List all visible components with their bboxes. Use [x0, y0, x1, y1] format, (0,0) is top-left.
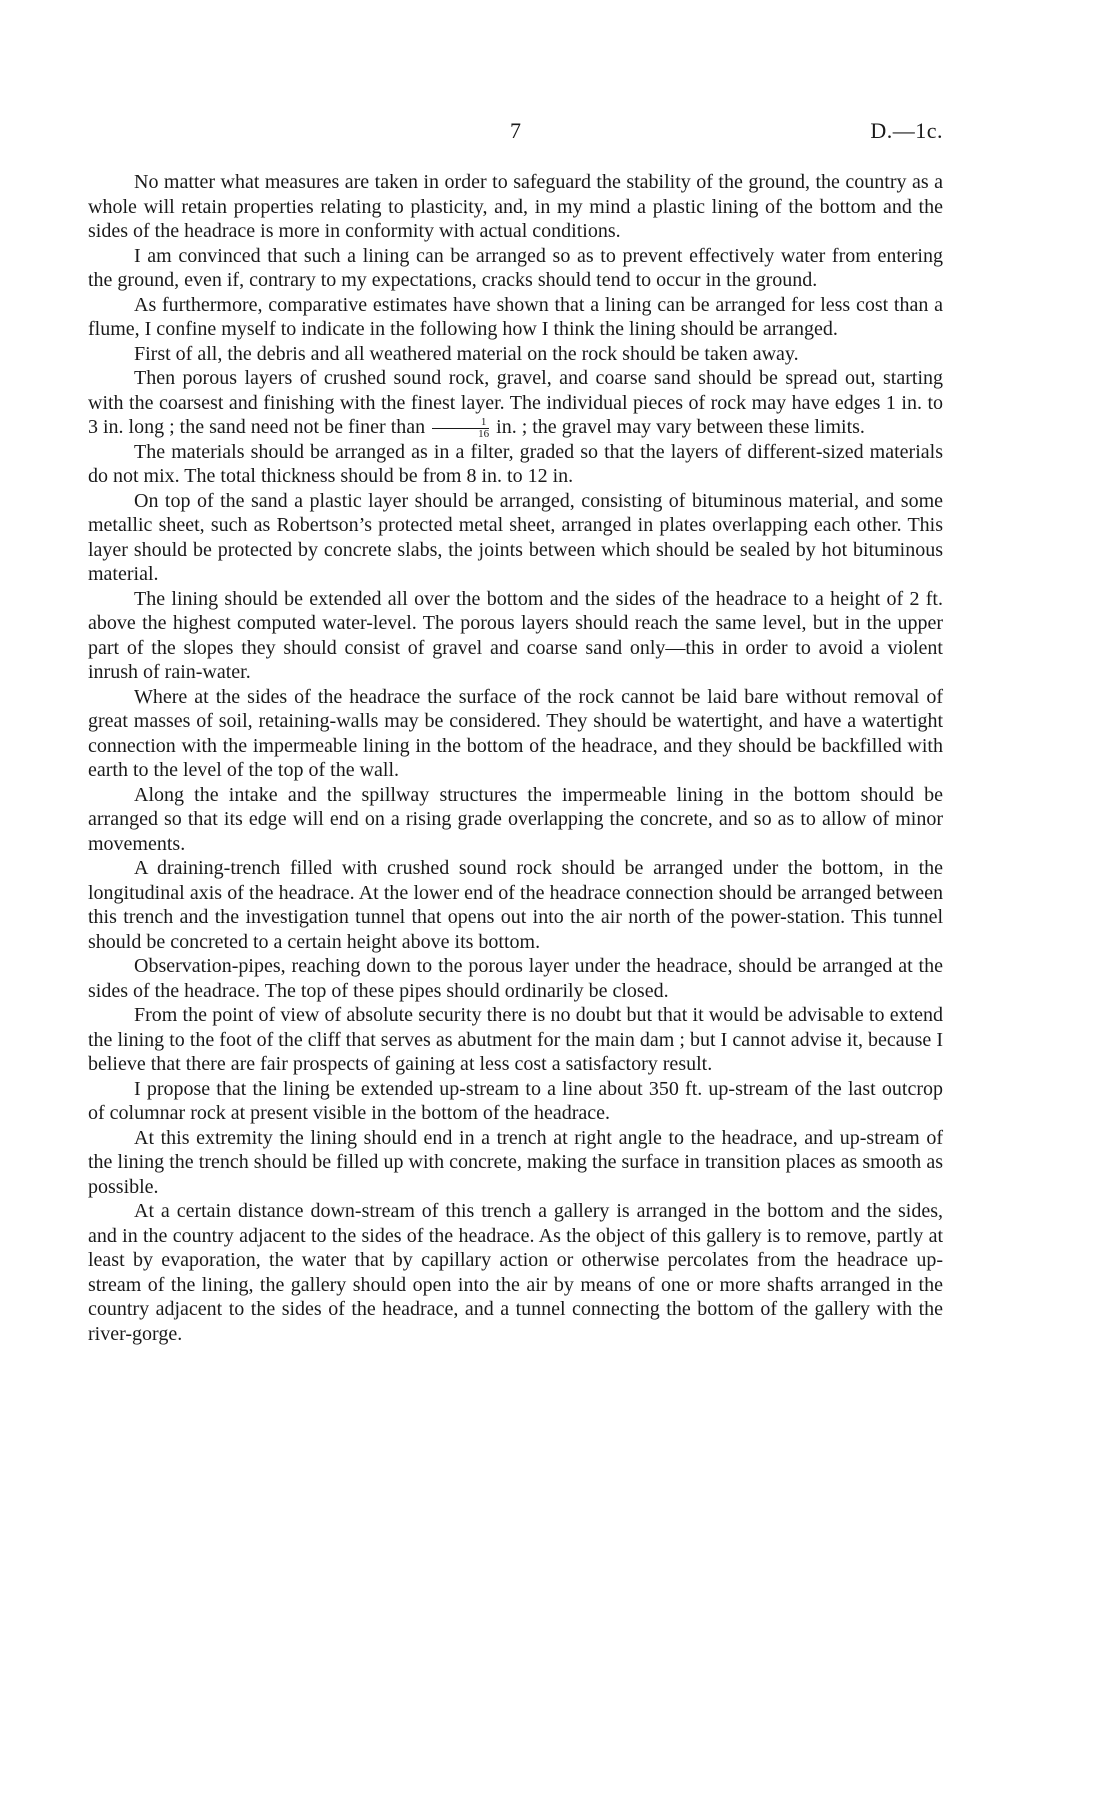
fraction-one-sixteenth — [432, 417, 489, 440]
paragraph-prevent-water: I am convinced that such a lining can be arranged so as to prevent effectively water from entering the ground, even if, contrary to my expectations, cracks should tend to occur in the ground. — [88, 244, 943, 291]
paragraph-observation-pipes: Observation-pipes, reaching down to the porous layer under the headrace, should be arranged at the sides of the headrace. The top of these pipes should ordinarily be closed. — [88, 955, 943, 1002]
paragraph-intake-spillway: Along the intake and the spillway structures the impermeable lining in the bottom should be arranged so that its edge will end on a rising grade overlapping the concrete, and so as to allow of minor movements. — [88, 783, 943, 855]
paragraph-extend-upstream: I propose that the lining be extended up-stream to a line about 350 ft. up-stream of the last outcrop of columnar rock at present visible in the bottom of the headrace. — [88, 1077, 943, 1125]
paragraph-remove-debris: First of all, the debris and all weathered material on the rock should be taken away. — [134, 342, 799, 365]
fraction-numerator: 1 — [432, 417, 489, 429]
paragraph-lining-extent: The lining should be extended all over the bottom and the sides of the headrace to a height of 2 ft. above the highest computed water-level. The porous layers should reach the same level, but in the upper part of the slopes they should consist of gravel and coarse sand only—this in order to avoid a violent inrush of rain-water. — [88, 587, 943, 684]
paragraph-cost-estimates: As furthermore, comparative estimates have shown that a lining can be arranged for less cost than a flume, I confine myself to indicate in the following how I think the lining should be arranged. — [88, 293, 943, 340]
paragraph-absolute-security: From the point of view of absolute security there is no doubt but that it would be advisable to extend the lining to the foot of the cliff that serves as abutment for the main dam ; but I cannot advise it, because I believe that there are fair prospects of gaining at less cost a satisfactory result. — [88, 1004, 943, 1076]
paragraph-bituminous-layer: On top of the sand a plastic layer should be arranged, consisting of bituminous material, and some metallic sheet, such as Robertson’s protected metal sheet, arranged in plates overlapping each other. This layer should be protected by concrete slabs, the joints between which should be sealed by hot bituminous material. — [88, 489, 943, 586]
page-header — [88, 118, 943, 148]
paragraph-filter-grading: The materials should be arranged as in a filter, graded so that the layers of different-sized materials do not mix. The total thickness should be from 8 in. to 12 in. — [88, 440, 943, 488]
page-number: 7 — [510, 118, 521, 143]
body-text — [88, 170, 943, 1346]
paragraph-trench-extremity: At this extremity the lining should end in a trench at right angle to the headrace, and up-stream of the lining the trench should be filled up with concrete, making the surface in transition places as smooth as possible. — [88, 1126, 943, 1198]
porous-layers-text-end: in. ; the gravel may vary between these limits. — [496, 416, 865, 438]
fraction-denominator: 16 — [478, 427, 490, 440]
paragraph-retaining-walls: Where at the sides of the headrace the surface of the rock cannot be laid bare without removal of great masses of soil, retaining-walls may be considered. They should be watertight, and have a watertight connection with the impermeable lining in the bottom of the headrace, and they should be backfilled with earth to the level of the top of the wall. — [88, 685, 943, 782]
paragraph-plastic-lining: No matter what measures are taken in order to safeguard the stability of the ground, the country as a whole will retain properties relating to plasticity, and, in my mind a plastic lining of the bottom and the sides of the headrace is more in conformity with actual conditions. — [88, 171, 943, 242]
paragraph-porous-layers — [88, 366, 943, 440]
porous-layers-text: Then porous layers of crushed sound rock, gravel, and coarse sand should be spread out, starting with the coarsest and finishing with the finest layer. The individual pieces of rock may have edges 1 in. to 3 in. long ; the sand need not be finer than — [88, 367, 943, 438]
paragraph-gallery: At a certain distance down-stream of this trench a gallery is arranged in the bottom and the sides, and in the country adjacent to the sides of the headrace. As the object of this gallery is to remove, partly at least by evaporation, the water that by capillary action or otherwise percolates from the headrace up-stream of the lining, the gallery should open into the air by means of one or more shafts arranged in the country adjacent to the sides of the headrace, and a tunnel connecting the bottom of the gallery with the river-gorge. — [88, 1200, 943, 1345]
paragraph-draining-trench: A draining-trench filled with crushed sound rock should be arranged under the bottom, in the longitudinal axis of the headrace. At the lower end of the headrace connection should be arranged between this trench and the investigation tunnel that opens out into the air north of the power-station. This tunnel should be concreted to a certain height above its bottom. — [88, 857, 943, 953]
document-reference: D.—1c. — [870, 118, 943, 143]
